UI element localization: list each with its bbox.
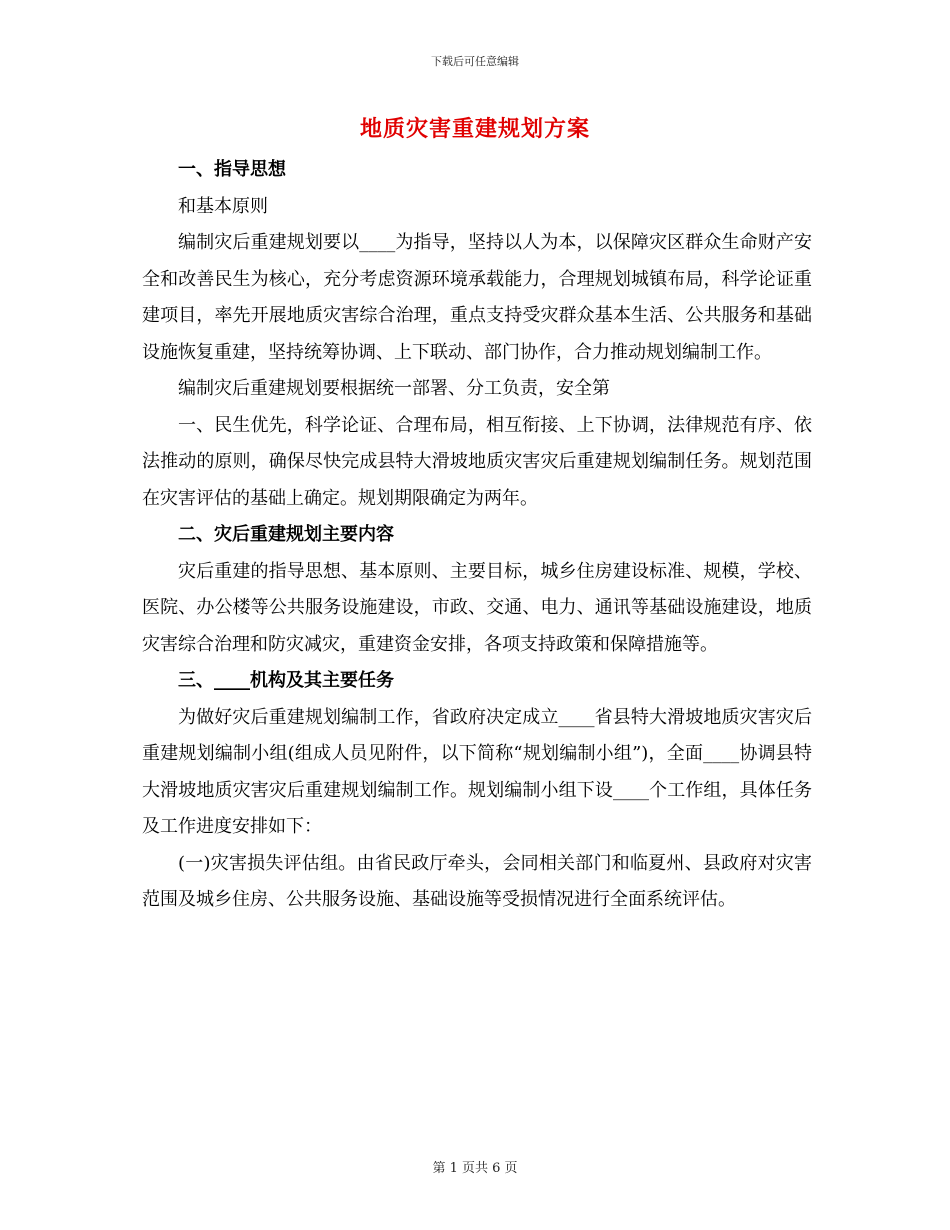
section-heading-1: 一、指导思想	[178, 159, 286, 180]
section-heading-3: 三、____机构及其主要任务	[178, 670, 394, 691]
paragraph: 一、民生优先，科学论证、合理布局，相互衔接、上下协调，法律规范有序、依法推动的原则，确保尽快完成县特大滑坡地质灾害灾后重建规划编制任务。规划范围在灾害评估的基础上确定。规划期限确定为两年。	[142, 414, 812, 509]
page-number: 第 1 页共 6 页	[432, 1161, 518, 1176]
paragraph: 编制灾后重建规划要以____为指导，坚持以人为本，以保障灾区群众生命财产安全和改善民生为核心，充分考虑资源环境承载能力，合理规划城镇布局，科学论证重建项目，率先开展地质灾害综合治理，重点支持受灾群众基本生活、公共服务和基础设施恢复重建，坚持统筹协调、上下联动、部门协作，合力推动规划编制工作。	[142, 232, 812, 363]
header-note: 下载后可任意编辑	[431, 55, 519, 68]
paragraph: 编制灾后重建规划要根据统一部署、分工负责，安全第	[178, 378, 610, 399]
section-heading-2: 二、灾后重建规划主要内容	[178, 524, 394, 545]
paragraph: 灾后重建的指导思想、基本原则、主要目标，城乡住房建设标准、规模，学校、医院、办公楼等公共服务设施建设，市政、交通、电力、通讯等基础设施建设，地质灾害综合治理和防灾减灾，重建资金安排，各项支持政策和保障措施等。	[142, 560, 812, 655]
document-title: 地质灾害重建规划方案	[359, 116, 590, 142]
document-body	[142, 152, 812, 919]
paragraph: 为做好灾后重建规划编制工作，省政府决定成立____省县特大滑坡地质灾害灾后重建规划编制小组(组成人员见附件，以下简称“规划编制小组”)，全面____协调县特大滑坡地质灾害灾后重建规划编制工作。规划编制小组下设____个工作组，具体任务及工作进度安排如下：	[142, 706, 812, 837]
paragraph: 和基本原则	[178, 195, 268, 217]
paragraph: (一)灾害损失评估组。由省民政厅牵头，会同相关部门和临夏州、县政府对灾害范围及城乡住房、公共服务设施、基础设施等受损情况进行全面系统评估。	[142, 852, 812, 910]
